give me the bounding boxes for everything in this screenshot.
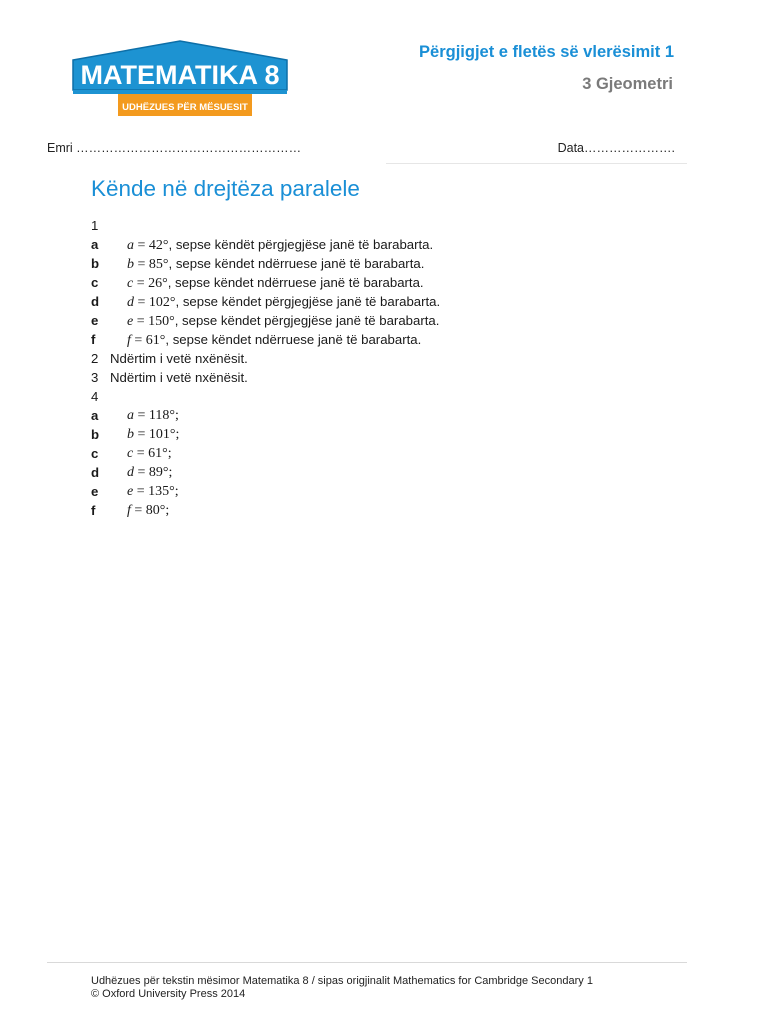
answer-variable: c bbox=[127, 276, 134, 291]
answer-variable: b bbox=[127, 427, 134, 442]
answer-row bbox=[91, 330, 691, 349]
answer-reason: , sepse këndet përgjegjëse janë të barabarta. bbox=[175, 294, 441, 309]
answer-value: = 150° bbox=[133, 314, 175, 329]
logo-subtitle: UDHËZUES PËR MËSUESIT bbox=[122, 102, 248, 113]
answer-variable: f bbox=[127, 503, 131, 518]
section-title: Kënde në drejtëza paralele bbox=[91, 176, 360, 201]
answer-variable: a bbox=[127, 238, 134, 253]
answer-value: = 42° bbox=[134, 238, 169, 253]
answer-text bbox=[127, 444, 172, 463]
question-number bbox=[91, 387, 691, 406]
question-3-number: 3 bbox=[91, 370, 99, 385]
answer-text bbox=[127, 463, 172, 482]
name-field: Emri ……………………………………………… bbox=[47, 141, 302, 155]
answer-row bbox=[91, 311, 691, 330]
answer-text bbox=[127, 330, 421, 350]
answer-letter: a bbox=[91, 408, 99, 423]
answer-value: = 61°; bbox=[133, 446, 172, 461]
answer-letter: d bbox=[91, 294, 100, 309]
answer-row bbox=[91, 463, 691, 482]
chapter-subtitle: 3 Gjeometri bbox=[582, 75, 673, 93]
answer-text bbox=[127, 482, 179, 501]
answer-text bbox=[127, 501, 169, 520]
answer-text bbox=[127, 425, 179, 444]
footer bbox=[91, 975, 593, 1001]
answer-text bbox=[127, 311, 439, 331]
answer-letter: b bbox=[91, 427, 100, 442]
answer-variable: f bbox=[127, 333, 131, 348]
answer-variable: b bbox=[127, 257, 134, 272]
answer-text bbox=[127, 292, 440, 312]
answer-row bbox=[91, 425, 691, 444]
answer-reason: , sepse këndet ndërruese janë të barabarta. bbox=[168, 256, 425, 271]
answer-value: = 101°; bbox=[134, 427, 180, 442]
question-row bbox=[91, 349, 691, 368]
matematika-logo bbox=[70, 40, 290, 120]
logo-graphic bbox=[70, 40, 290, 120]
answer-value: = 118°; bbox=[134, 408, 179, 423]
answer-row bbox=[91, 254, 691, 273]
question-2-number: 2 bbox=[91, 351, 99, 366]
answer-value: = 26° bbox=[133, 276, 168, 291]
answer-letter: f bbox=[91, 332, 96, 347]
answer-value: = 89°; bbox=[134, 465, 173, 480]
question-3-answer: Ndërtim i vetë nxënësit. bbox=[110, 370, 248, 385]
answer-text bbox=[127, 254, 424, 274]
question-2-answer: Ndërtim i vetë nxënësit. bbox=[110, 351, 248, 366]
answer-value: = 80°; bbox=[130, 503, 170, 518]
answer-value: = 85° bbox=[134, 257, 169, 272]
answer-variable: a bbox=[127, 408, 134, 423]
answer-value: = 61° bbox=[130, 333, 166, 348]
answer-variable: e bbox=[127, 484, 134, 499]
answer-text bbox=[127, 406, 179, 425]
answer-letter: e bbox=[91, 484, 99, 499]
footer-divider bbox=[47, 962, 687, 963]
answer-reason: , sepse këndet përgjegjëse janë të barabarta. bbox=[174, 313, 440, 328]
answer-variable: e bbox=[127, 314, 134, 329]
answer-row bbox=[91, 501, 691, 520]
answer-row bbox=[91, 273, 691, 292]
answer-variable: d bbox=[127, 295, 134, 310]
question-number bbox=[91, 216, 691, 235]
answer-letter: d bbox=[91, 465, 100, 480]
footer-source-line: Udhëzues për tekstin mësimor Matematika 8 / sipas origjinalit Mathematics for Cambridge Secondary 1 bbox=[91, 975, 593, 987]
answer-letter: e bbox=[91, 313, 99, 328]
answer-letter: c bbox=[91, 446, 99, 461]
sheet-title: Përgjigjet e fletës së vlerësimit 1 bbox=[419, 43, 674, 61]
answer-row bbox=[91, 292, 691, 311]
answer-row bbox=[91, 235, 691, 254]
answer-row bbox=[91, 406, 691, 425]
answer-row bbox=[91, 444, 691, 463]
answer-value: = 135°; bbox=[133, 484, 179, 499]
header-divider bbox=[47, 163, 687, 164]
answer-row bbox=[91, 482, 691, 501]
answer-letter: a bbox=[91, 237, 99, 252]
footer-copyright: © Oxford University Press 2014 bbox=[91, 988, 246, 1000]
answer-reason: , sepse këndet ndërruese janë të barabarta. bbox=[165, 332, 422, 347]
answer-reason: , sepse këndët përgjegjëse janë të barabarta. bbox=[168, 237, 434, 252]
answer-letter: c bbox=[91, 275, 99, 290]
answer-value: = 102° bbox=[134, 295, 176, 310]
answer-variable: d bbox=[127, 465, 134, 480]
logo-title: MATEMATIKA 8 bbox=[80, 60, 280, 90]
date-field: Data…………………. bbox=[557, 141, 675, 155]
question-1-number: 1 bbox=[91, 218, 99, 233]
question-4-number: 4 bbox=[91, 389, 99, 404]
answer-variable: c bbox=[127, 446, 134, 461]
answer-letter: f bbox=[91, 503, 96, 518]
answers-list bbox=[91, 216, 691, 520]
answer-reason: , sepse këndet ndërruese janë të barabarta. bbox=[167, 275, 424, 290]
answer-text bbox=[127, 273, 424, 293]
answer-letter: b bbox=[91, 256, 100, 271]
answer-text bbox=[127, 235, 433, 255]
question-row bbox=[91, 368, 691, 387]
